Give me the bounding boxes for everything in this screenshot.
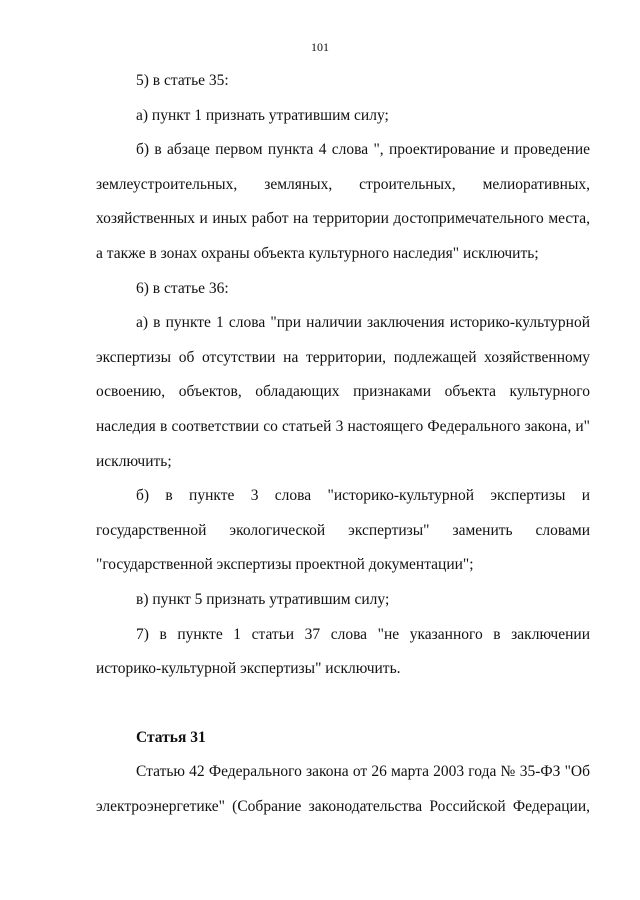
article-heading: Статья 31 bbox=[136, 728, 206, 746]
paragraph-item-6: 6) в статье 36: bbox=[136, 279, 229, 297]
paragraph-item-5b: б) в абзаце первом пункта 4 слова ", проектирование и проведение землеустроительных, земляных, строительных, мелиоративных, хозяйственных и иных работ на территории достопримечательного места, а также в зонах охраны объекта культурного наследия" исключить; bbox=[96, 141, 590, 262]
document-body bbox=[96, 64, 590, 824]
paragraph-item-6c: в) пункт 5 признать утратившим силу; bbox=[136, 590, 390, 608]
paragraph-item-6b: б) в пункте 3 слова "историко-культурной экспертизы и государственной экологической экспертизы" заменить словами "государственной экспертизы проектной документации"; bbox=[96, 487, 590, 574]
article-paragraph: Статью 42 Федерального закона от 26 марта 2003 года № 35-ФЗ "Об электроэнергетике" (Собрание законодательства Российской Федерации, bbox=[96, 763, 590, 815]
paragraph-item-7: 7) в пункте 1 статьи 37 слова "не указанного в заключении историко-культурной экспертизы" исключить. bbox=[96, 625, 590, 678]
paragraph-item-6a: а) в пункте 1 слова "при наличии заключения историко-культурной экспертизы об отсутствии на территории, подлежащей хозяйственному освоению, объектов, обладающих признаками объекта культурного наследия в соответствии со статьей 3 настоящего Федерального закона, и" исключить; bbox=[96, 314, 590, 470]
page-number: 101 bbox=[311, 40, 329, 54]
paragraph-item-5: 5) в статье 35: bbox=[136, 72, 229, 89]
paragraph-item-5a: а) пункт 1 признать утратившим силу; bbox=[136, 106, 389, 124]
